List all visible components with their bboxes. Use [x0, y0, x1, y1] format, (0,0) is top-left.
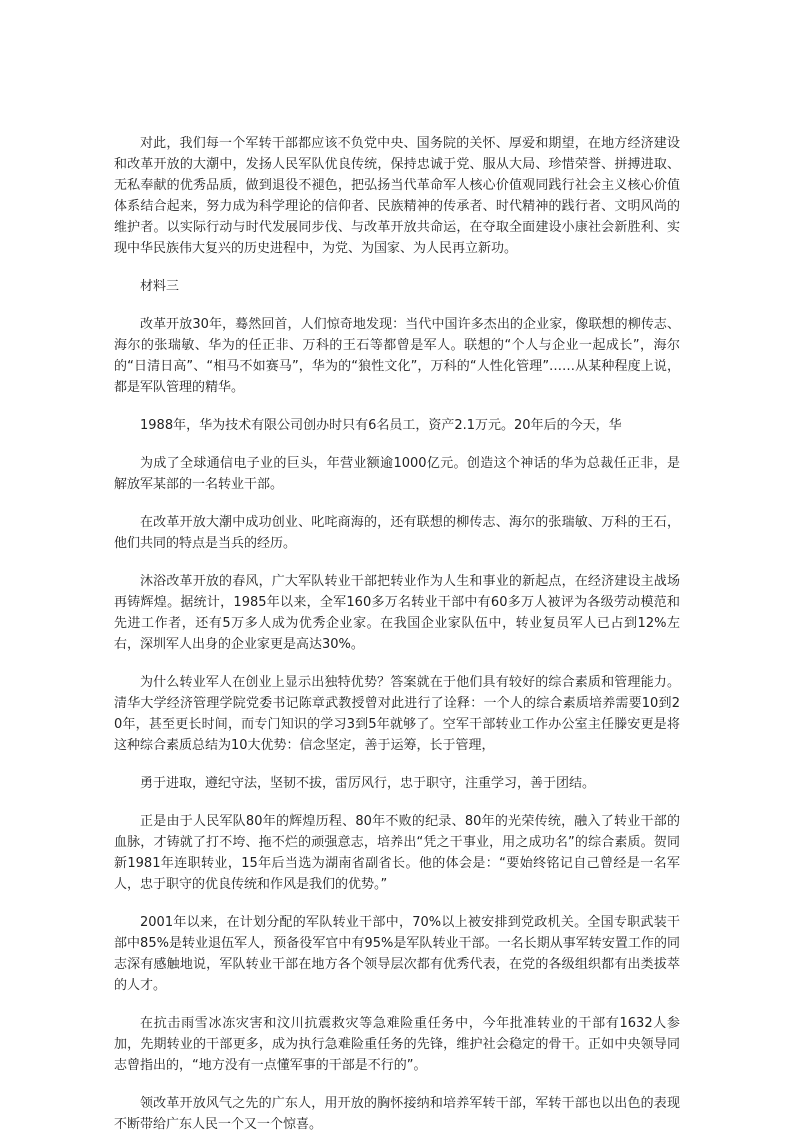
paragraph-army-tradition: 正是由于人民军队80年的辉煌历程、80年不败的纪录、80年的光荣传统，融入了转业干部的血脉，才铸就了打不垮、拖不烂的顽强意志，培养出“凭之干事业，用之成功名”的综合素质。贺同新1981年连职转业，15年后当选为湖南省副省长。他的体会是：“要始终铭记自己曾经是一名军人，忠于职守的优良传统和作风是我们的优势。”	[114, 814, 680, 892]
paragraph-placement-2001: 2001年以来，在计划分配的军队转业干部中，70%以上被安排到党政机关。全国专职武装干部中85%是转业退伍军人，预备役军官中有95%是军队转业干部。一名长期从事军转安置工作的同志深有感触地说，军队转业干部在地方各个领导层次都有优秀代表，在党的各级组织都有出类拔萃的人才。	[114, 915, 680, 993]
paragraph-unique-advantages: 为什么转业军人在创业上显示出独特优势？答案就在于他们具有较好的综合素质和管理能力。清华大学经济管理学院党委书记陈章武教授曾对此进行了诠释：一个人的综合素质培养需要10到20年，甚至更长时间，而专门知识的学习3到5年就够了。空军干部转业工作办公室主任滕安更是将这种综合素质总结为10大优势：信念坚定，善于运筹，长于管理，	[114, 675, 680, 753]
paragraph-disaster-relief: 在抗击雨雪冰冻灾害和汶川抗震救灾等急难险重任务中，今年批准转业的干部有1632人参加，先期转业的干部更多，成为执行急难险重任务的先锋，维护社会稳定的骨干。正如中央领导同志曾指出的，“地方没有一点懂军事的干部是不行的”。	[114, 1016, 680, 1073]
paragraph-guangdong: 领改革开放风气之先的广东人，用开放的胸怀接纳和培养军转干部，军转干部也以出色的表现不断带给广东人民一个又一个惊喜。	[114, 1096, 680, 1132]
paragraph-advantages-list: 勇于进取，遵纪守法，坚韧不拔，雷厉风行，忠于职守，注重学习，善于团结。	[140, 776, 596, 791]
paragraph-army-cadre-duty: 对此，我们每一个军转干部都应该不负党中央、国务院的关怀、厚爱和期望，在地方经济建设和改革开放的大潮中，发扬人民军队优良传统，保持忠诚于党、服从大局、珍惜荣誉、拼搏进取、无私奉献的优秀品质，做到退役不褪色，把弘扬当代革命军人核心价值观同践行社会主义核心价值体系结合起来，努力成为科学理论的信仰者、民族精神的传承者、时代精神的践行者、文明风尚的维护者。以实际行动与时代发展同步伐、与改革开放共命运，在夺取全面建设小康社会新胜利、实现中华民族伟大复兴的历史进程中，为党、为国家、为人民再立新功。	[114, 136, 680, 256]
paragraph-huawei-founding: 1988年，华为技术有限公司创办时只有6名员工，资产2.1万元。20年后的今天，华	[140, 418, 622, 433]
section-heading-material-3: 材料三	[140, 279, 180, 294]
paragraph-huawei-today: 为成了全球通信电子业的巨头，年营业额逾1000亿元。创造这个神话的华为总裁任正非，是解放军某部的一名转业干部。	[114, 456, 680, 492]
paragraph-common-trait: 在改革开放大潮中成功创业、叱咤商海的，还有联想的柳传志、海尔的张瑞敏、万科的王石，他们共同的特点是当兵的经历。	[114, 515, 680, 551]
paragraph-statistics: 沐浴改革开放的春风，广大军队转业干部把转业作为人生和事业的新起点，在经济建设主战场再铸辉煌。据统计，1985年以来，全军160多万名转业干部中有60多万人被评为各级劳动模范和先进工作者，还有5万多人成为优秀企业家。在我国企业家队伍中，转业复员军人已占到12%左右，深圳军人出身的企业家更是高达30%。	[114, 574, 680, 652]
paragraph-entrepreneurs-former-soldiers: 改革开放30年，蓦然回首，人们惊奇地发现：当代中国许多杰出的企业家，像联想的柳传志、海尔的张瑞敏、华为的任正非、万科的王石等都曾是军人。联想的“个人与企业一起成长”，海尔的“日清日高”、“相马不如赛马”，华为的“狼性文化”，万科的“人性化管理”……从某种程度上说，都是军队管理的精华。	[114, 317, 680, 395]
